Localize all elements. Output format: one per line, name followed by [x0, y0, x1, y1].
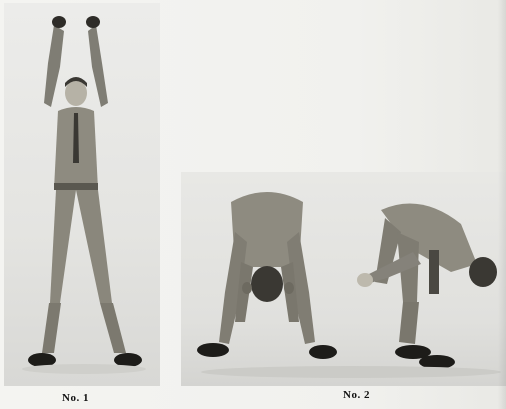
- figure-2-caption: No. 2: [343, 389, 370, 401]
- page-edge-shadow: [498, 0, 506, 409]
- photo-figure-2: [181, 172, 506, 386]
- figure-1-caption: No. 1: [62, 392, 89, 404]
- photo-figure-1: [4, 3, 160, 386]
- bending-men-illustration: [181, 172, 506, 386]
- standing-man-illustration: [4, 3, 160, 386]
